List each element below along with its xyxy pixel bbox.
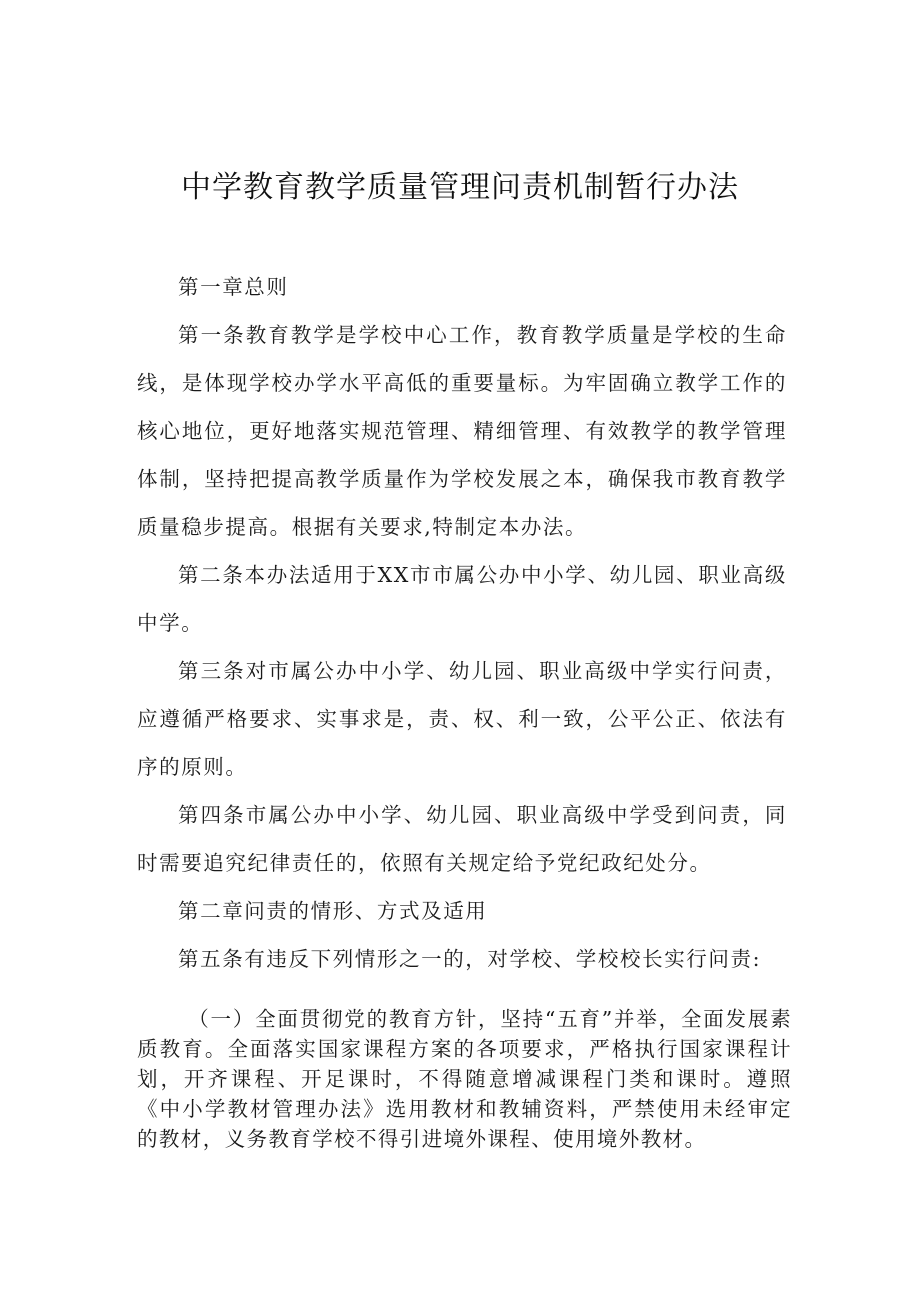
article-paragraph: 第二条本办法适用于XX市市属公办中小学、幼儿园、职业高级中学。 xyxy=(137,563,787,635)
article-paragraph: 第五条有违反下列情形之一的，对学校、学校校长实行问责: xyxy=(178,947,762,971)
document-body xyxy=(137,263,787,983)
list-item-paragraph: （一）全面贯彻党的教育方针，坚持“五育”并举，全面发展素质教育。全面落实国家课程方案的各项要求，严格执行国家课程计划，开齐课程、开足课时，不得随意增减课程门类和课时。遵照《中小学教材管理办法》选用教材和教辅资料，严禁使用未经审定的教材，义务教育学校不得引进境外课程、使用境外教材。 xyxy=(137,1007,792,1151)
chapter-heading: 第一章总则 xyxy=(178,275,289,299)
document-title: 中学教育教学质量管理问责机制暂行办法 xyxy=(181,170,739,205)
article-paragraph: 第三条对市属公办中小学、幼儿园、职业高级中学实行问责，应遵循严格要求、实事求是，责、权、利一致，公平公正、依法有序的原则。 xyxy=(137,659,787,779)
article-paragraph: 第四条市属公办中小学、幼儿园、职业高级中学受到问责，同时需要追究纪律责任的，依照有关规定给予党纪政纪处分。 xyxy=(137,803,787,875)
article-paragraph: 第一条教育教学是学校中心工作，教育教学质量是学校的生命线，是体现学校办学水平高低的重要量标。为牢固确立教学工作的核心地位，更好地落实规范管理、精细管理、有效教学的教学管理体制，坚持把提高教学质量作为学校发展之本，确保我市教育教学质量稳步提高。根据有关要求,特制定本办法。 xyxy=(137,323,787,539)
chapter-heading: 第二章问责的情形、方式及适用 xyxy=(178,899,488,923)
